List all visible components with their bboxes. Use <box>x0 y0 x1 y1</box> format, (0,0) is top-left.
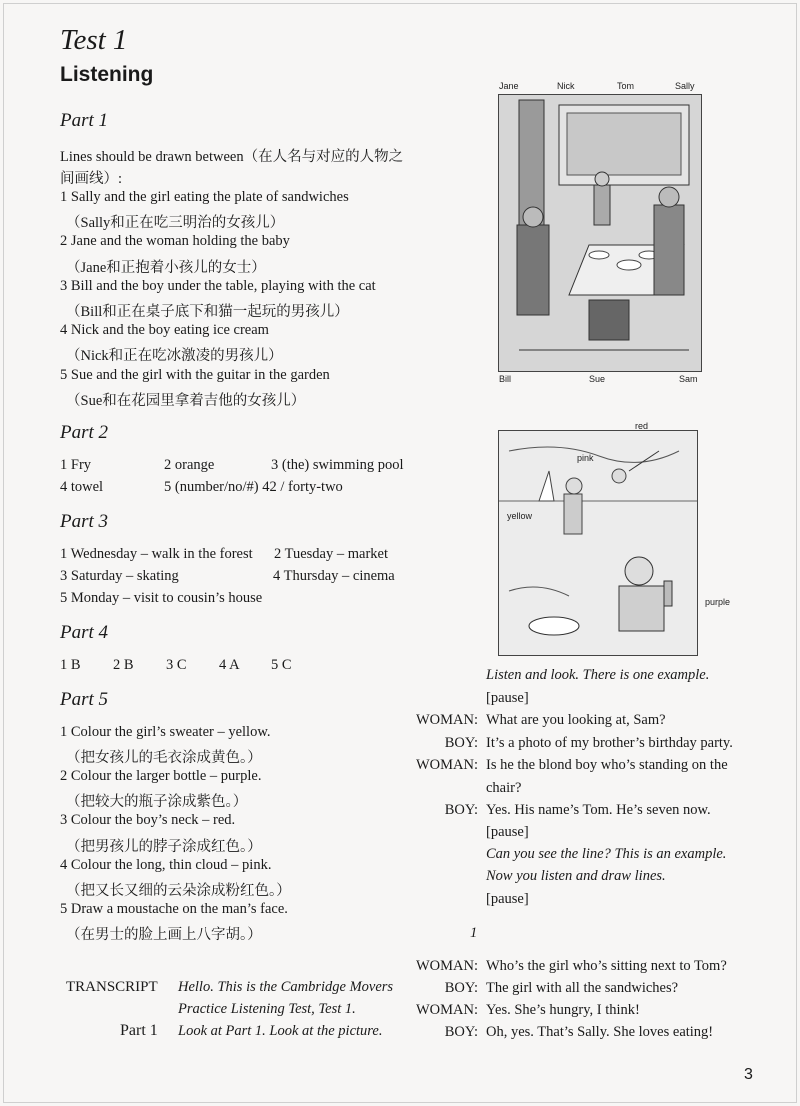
dialog-line: Oh, yes. That’s Sally. She loves eating! <box>486 1024 714 1040</box>
party-illustration <box>498 81 702 384</box>
part4-answer-1: 1 B <box>60 657 81 673</box>
part1-intro-cont: 间画线）: <box>60 171 123 187</box>
page-number: 3 <box>744 1066 753 1083</box>
speaker-boy: BOY: <box>444 802 478 818</box>
dialog-pause-2: [pause] <box>486 824 529 840</box>
part5-item-5-cn: （在男士的脸上画上八字胡。） <box>66 927 262 943</box>
part5-item-2-cn: （把较大的瓶子涂成紫色。） <box>66 794 248 810</box>
part5-item-1-cn: （把女孩儿的毛衣涂成黄色。） <box>66 750 262 766</box>
part5-item-1: 1 Colour the girl’s sweater – yellow. <box>60 724 271 740</box>
speaker-boy: BOY: <box>444 1024 478 1040</box>
label-yellow: yellow <box>507 511 533 521</box>
transcript-label: TRANSCRIPT <box>66 979 158 995</box>
dialog-line-cont: chair? <box>486 780 522 796</box>
part4-heading: Part 4 <box>60 622 109 643</box>
dialog-line: It’s a photo of my brother’s birthday party. <box>486 735 733 751</box>
speaker-woman: WOMAN: <box>415 712 478 728</box>
dialog-intro: Listen and look. There is one example. <box>486 667 710 683</box>
party-scene-drawing <box>499 95 701 371</box>
part4-answer-4: 4 A <box>219 657 240 673</box>
part5-item-2: 2 Colour the larger bottle – purple. <box>60 768 262 784</box>
part1-heading: Part 1 <box>60 110 109 131</box>
dialog-line: Yes. His name’s Tom. He’s seven now. <box>486 802 711 818</box>
dialog-line: The girl with all the sandwiches? <box>486 980 679 996</box>
part3-answer-3: 3 Saturday – skating <box>60 568 179 584</box>
dialog-pause-1: [pause] <box>486 690 529 706</box>
section-title: Listening <box>60 63 154 86</box>
label-sam: Sam <box>679 374 698 384</box>
part2-answer-1: 1 Fry <box>60 457 92 473</box>
part2-heading: Part 2 <box>60 422 109 443</box>
part2-answer-3: 3 (the) swimming pool <box>271 457 404 473</box>
label-jane: Jane <box>499 81 519 91</box>
speaker-woman: WOMAN: <box>415 757 478 773</box>
speaker-boy: BOY: <box>444 980 478 996</box>
part5-item-3: 3 Colour the boy’s neck – red. <box>60 812 236 828</box>
part5-item-4-cn: （把又长又细的云朵涂成粉红色。） <box>66 883 291 899</box>
part1-item-4: 4 Nick and the boy eating ice cream <box>60 322 269 338</box>
part4-answer-3: 3 C <box>166 657 187 673</box>
transcript-intro-2: Practice Listening Test, Test 1. <box>178 1001 356 1017</box>
part3-answer-4: 4 Thursday – cinema <box>273 568 395 584</box>
part3-heading: Part 3 <box>60 511 109 532</box>
part5-item-3-cn: （把男孩儿的脖子涂成红色。） <box>66 839 262 855</box>
speaker-boy: BOY: <box>444 735 478 751</box>
part1-item-4-cn: （Nick和正在吃冰激凌的男孩儿） <box>66 348 283 364</box>
beach-illustration <box>498 421 731 656</box>
label-sue: Sue <box>589 374 606 384</box>
part1-item-2: 2 Jane and the woman holding the baby <box>60 233 290 249</box>
beach-scene-drawing <box>499 431 697 655</box>
part1-item-3-cn: （Bill和正在桌子底下和猫一起玩的男孩儿） <box>66 304 349 320</box>
part1-item-3: 3 Bill and the boy under the table, playing with the cat <box>60 278 376 294</box>
transcript-intro-1: Hello. This is the Cambridge Movers <box>178 979 394 995</box>
dialog-instruction: Now you listen and draw lines. <box>486 868 666 884</box>
part2-answer-5: 5 (number/no/#) 42 / forty-two <box>164 479 343 495</box>
dialog-line: Who’s the girl who’s sitting next to Tom? <box>486 958 727 974</box>
part5-item-4: 4 Colour the long, thin cloud – pink. <box>60 857 272 873</box>
label-tom: Tom <box>617 81 635 91</box>
label-sally: Sally <box>675 81 695 91</box>
part1-item-2-cn: （Jane和正抱着小孩儿的女士） <box>66 260 266 276</box>
label-red: red <box>635 421 649 431</box>
part3-answer-1: 1 Wednesday – walk in the forest <box>60 546 253 562</box>
speaker-woman: WOMAN: <box>415 958 478 974</box>
part1-item-1-cn: （Sally和正在吃三明治的女孩儿） <box>66 215 285 231</box>
part4-answer-2: 2 B <box>113 657 134 673</box>
dialog-line: What are you looking at, Sam? <box>486 712 666 728</box>
part4-answer-5: 5 C <box>271 657 292 673</box>
part5-heading: Part 5 <box>60 689 109 710</box>
part1-item-5: 5 Sue and the girl with the guitar in the garden <box>60 367 330 383</box>
speaker-woman: WOMAN: <box>415 1002 478 1018</box>
dialog-line: Yes. She’s hungry, I think! <box>486 1002 640 1018</box>
part3-answer-2: 2 Tuesday – market <box>274 546 388 562</box>
question-number: 1 <box>470 925 478 941</box>
test-title: Test 1 <box>60 24 128 56</box>
transcript-part-label: Part 1 <box>120 1022 158 1039</box>
part5-item-5: 5 Draw a moustache on the man’s face. <box>60 901 288 917</box>
transcript-part-instruction: Look at Part 1. Look at the picture. <box>178 1023 383 1039</box>
dialog-line: Is he the blond boy who’s standing on the <box>486 757 728 773</box>
dialog-instruction: Can you see the line? This is an example. <box>486 846 727 862</box>
part3-answer-5: 5 Monday – visit to cousin’s house <box>60 590 263 606</box>
part2-answer-4: 4 towel <box>60 479 104 495</box>
part1-item-5-cn: （Sue和在花园里拿着吉他的女孩儿） <box>66 393 306 409</box>
part2-answer-2: 2 orange <box>164 457 215 473</box>
label-bill: Bill <box>499 374 512 384</box>
label-pink: pink <box>577 453 594 463</box>
label-purple: purple <box>705 597 731 607</box>
label-nick: Nick <box>557 81 575 91</box>
part1-intro: Lines should be drawn between（在人名与对应的人物之 <box>60 149 404 165</box>
part1-item-1: 1 Sally and the girl eating the plate of sandwiches <box>60 189 349 205</box>
dialog-pause-3: [pause] <box>486 891 529 907</box>
